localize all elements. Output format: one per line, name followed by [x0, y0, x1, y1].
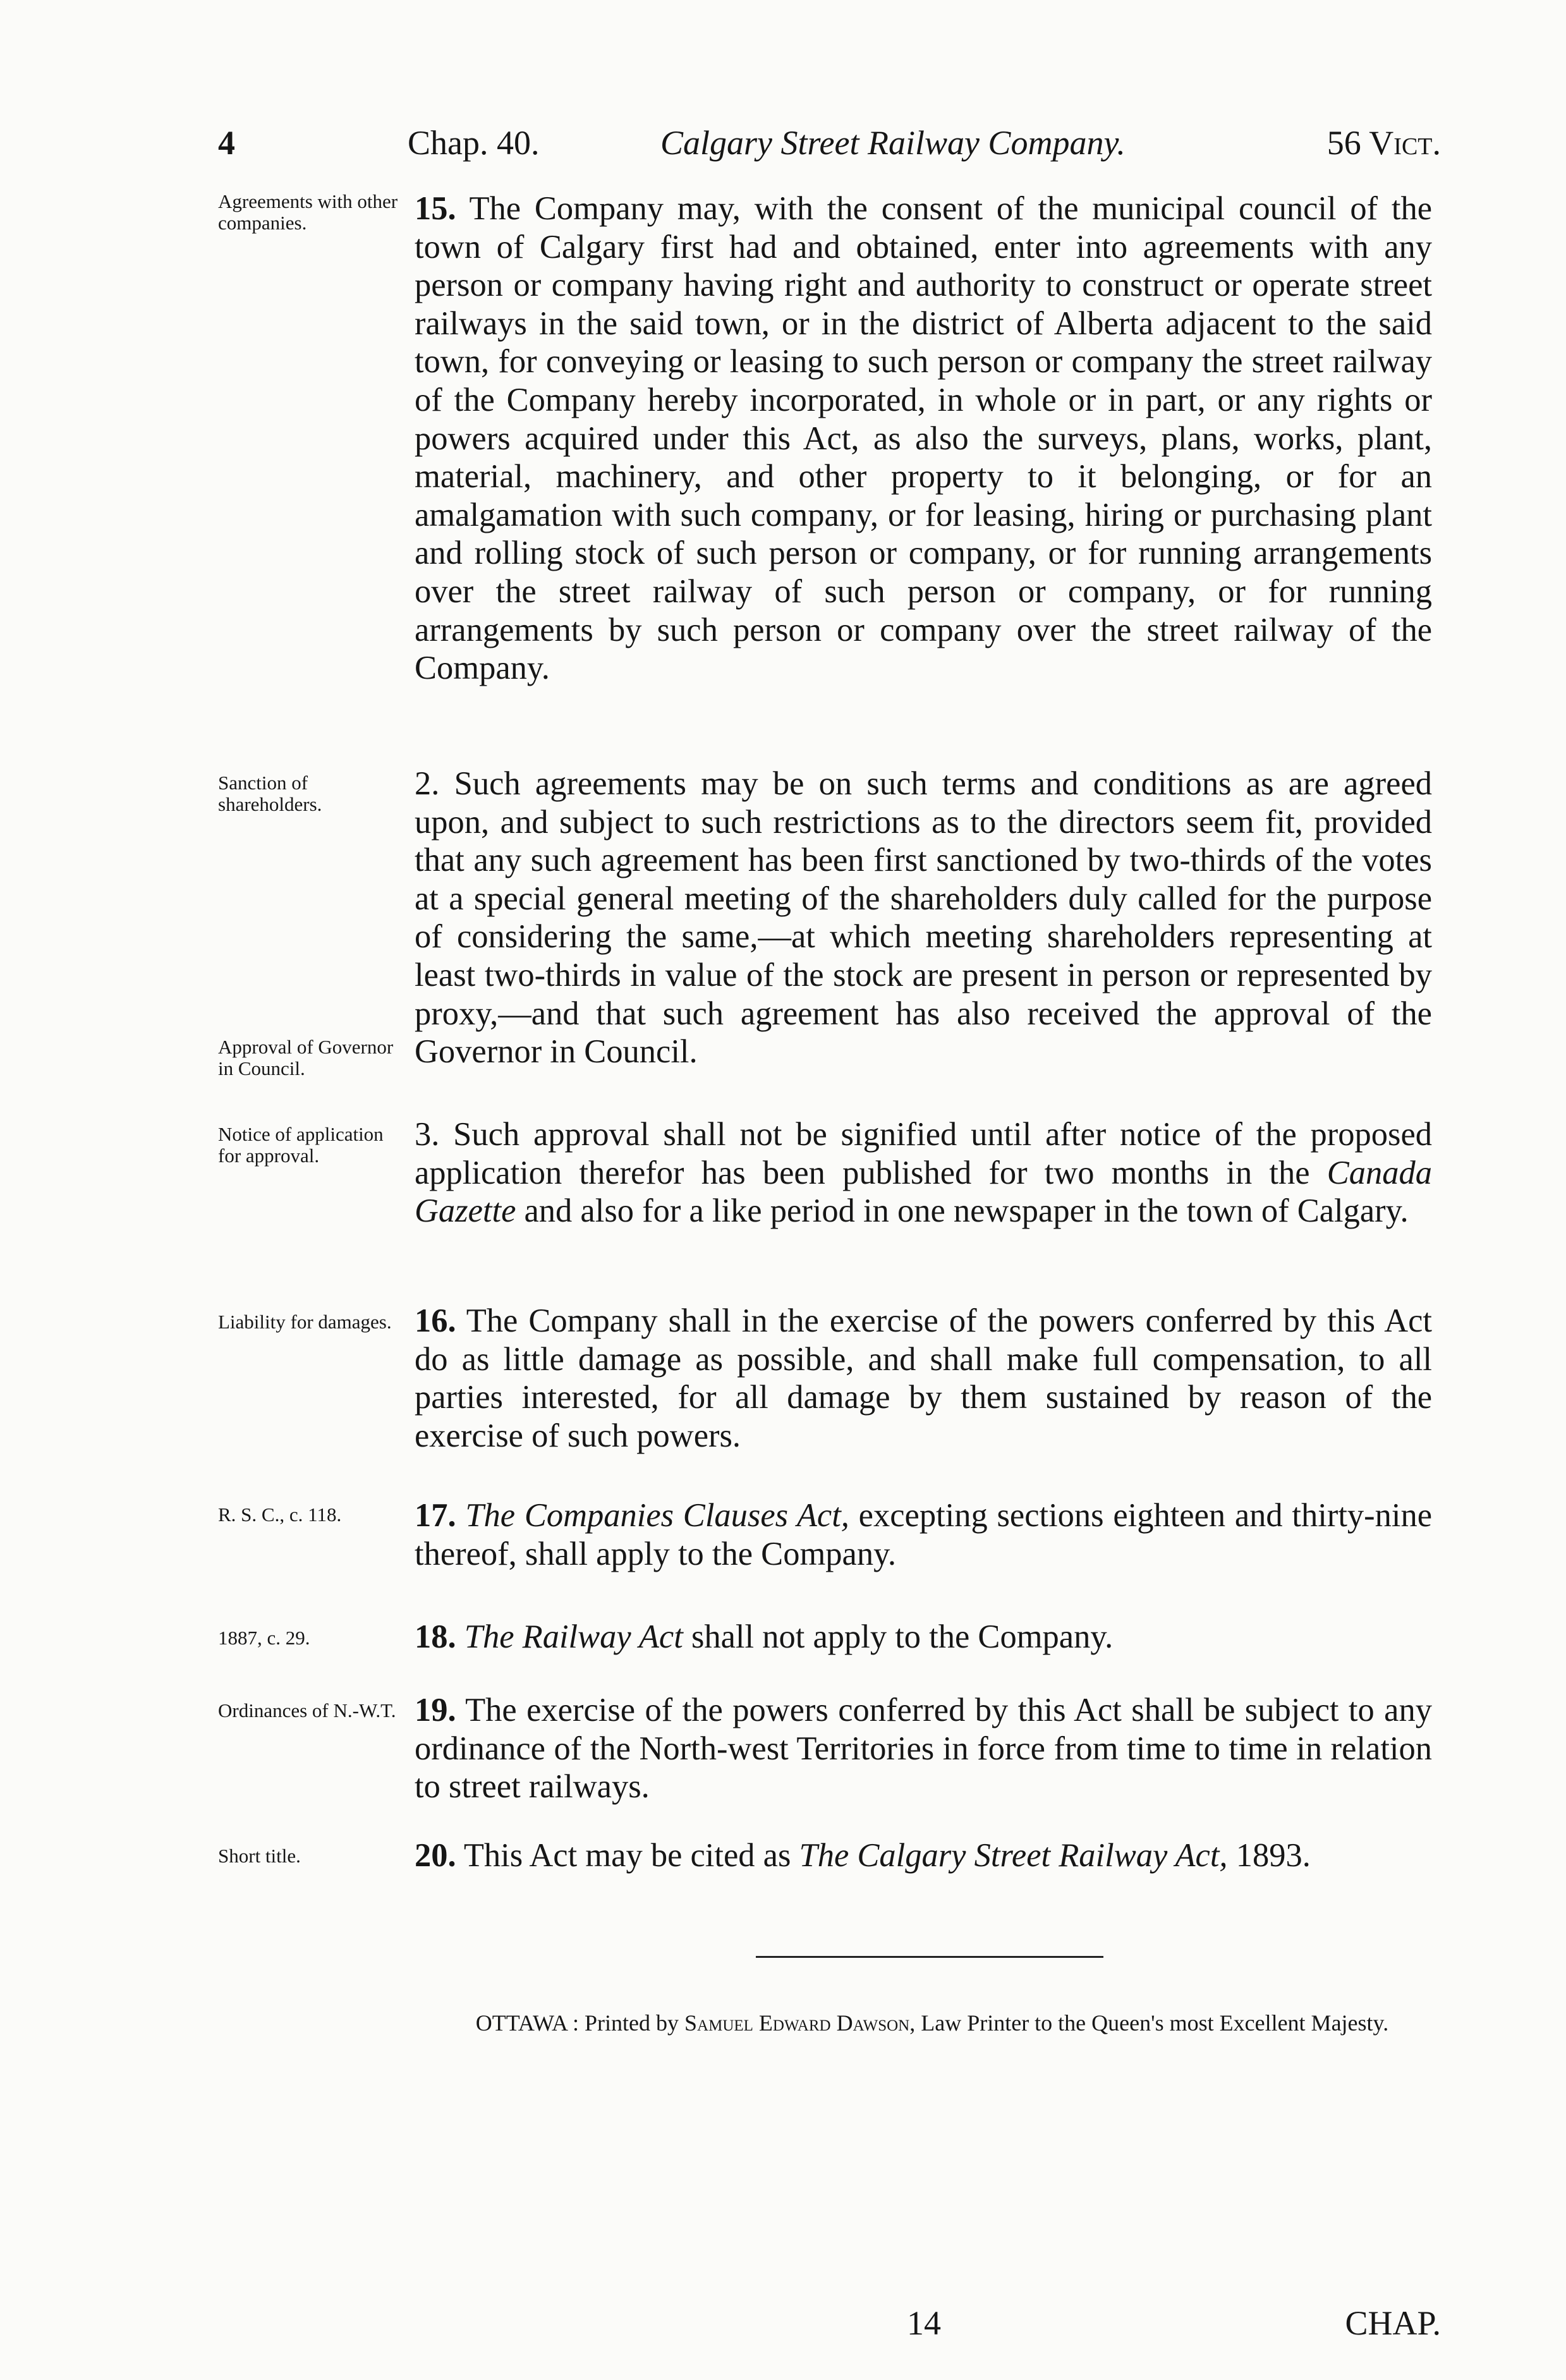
subsection-text: Such approval shall not be signified until after notice of the proposed application therefor has been published for two months in the [415, 1116, 1433, 1191]
gazette-title: Canada Gazette [415, 1154, 1432, 1230]
section-text: excepting sections eighteen and thirty-nine thereof, shall apply to the Company. [415, 1497, 1433, 1572]
section-text: This Act may be cited as [463, 1837, 791, 1874]
section-text-end: 1893. [1235, 1837, 1311, 1874]
section-15-subsection-3 [415, 1115, 1432, 1230]
catchword: CHAP. [1345, 2304, 1441, 2342]
section-19 [415, 1691, 1432, 1806]
imprint-place: OTTAWA : [475, 2010, 580, 2036]
section-15-subsection-2 [415, 765, 1432, 1071]
section-18 [415, 1618, 1432, 1656]
section-number: 18. [415, 1618, 456, 1655]
imprint-text: Printed by [585, 2010, 679, 2036]
running-title: Calgary Street Railway Company. [660, 124, 1126, 162]
margin-note-ordinances: Ordinances of N.-W.T. [218, 1699, 396, 1721]
subsection-number: 3. [415, 1116, 440, 1153]
section-number: 20. [415, 1837, 456, 1874]
subsection-text-end: and also for a like period in one newspaper in the town of Calgary. [524, 1193, 1409, 1230]
section-number: 16. [415, 1302, 456, 1339]
subsection-number: 2. [415, 765, 440, 802]
section-text: shall not apply to the Company. [691, 1618, 1114, 1655]
section-text: The Company may, with the consent of the municipal council of the town of Calgary first had and obtained, enter into agreements with any person or company having right and authority to construct or operate street railways in the said town, or in the district of Alberta adjacent to the said town, for conveying or leasing to such person or company the street railway of the Company hereby incorporated, in whole or in part, or any rights or powers acquired under this Act, as also the surveys, plans, works, plant, material, machinery, and other property to it belonging, or for an amalgamation with such company, or for leasing, hiring or purchasing plant and rolling stock of such person or company, or for running arrangements over the street railway of such person or company, or for running arrangements by such person or company over the street railway of the Company. [415, 190, 1432, 687]
section-text: The Company shall in the exercise of the powers conferred by this Act do as little damage as possible, and shall make full compensation, to all parties interested, for all damage by them sustained by reason of the exercise of such powers. [415, 1302, 1432, 1454]
section-16 [415, 1302, 1432, 1455]
subsection-text: Such agreements may be on such terms and conditions as are agreed upon, and subject to such restrictions as to the directors seem fit, provided that any such agreement has been first sanctioned by two-thirds of the votes at a special general meeting of the shareholders duly called for the purpose of considering the same,—at which meeting shareholders representing at least two-thirds in value of the stock are present in person or represented by proxy,—and that such agreement has also received the approval of the Governor in Council. [415, 765, 1433, 1071]
chapter-label: Chap. 40. [408, 124, 540, 162]
margin-note-approval: Approval of Governor in Council. [218, 1036, 394, 1079]
imprint-text-end: Law Printer to the Queen's most Excellent Majesty. [921, 2010, 1389, 2036]
printer-imprint [436, 2010, 1428, 2036]
divider-rule [756, 1956, 1103, 1958]
act-title: The Calgary Street Railway Act, [799, 1837, 1228, 1874]
act-title: The Railway Act [464, 1618, 683, 1655]
section-17 [415, 1497, 1432, 1573]
running-header [218, 123, 1441, 174]
section-number: 15. [415, 190, 456, 227]
section-text: The exercise of the powers conferred by this Act shall be subject to any ordinance of the North-west Territories in force from time to time in relation to street railways. [415, 1692, 1432, 1806]
signature-mark: 14 [907, 2304, 941, 2342]
section-number: 17. [415, 1497, 456, 1534]
margin-note-notice: Notice of application for approval. [218, 1123, 384, 1167]
margin-note-agreements: Agreements with other companies. [218, 190, 398, 234]
margin-note-1887: 1887, c. 29. [218, 1627, 310, 1649]
printer-name: Samuel Edward Dawson, [684, 2010, 916, 2036]
regnal-year: 56 Vict. [1326, 124, 1441, 162]
margin-note-liability: Liability for damages. [218, 1311, 392, 1333]
margin-note-short-title: Short title. [218, 1845, 301, 1867]
section-number: 19. [415, 1692, 456, 1728]
margin-note-rsc: R. S. C., c. 118. [218, 1503, 342, 1526]
act-title: The Companies Clauses Act, [465, 1497, 849, 1534]
margin-note-sanction: Sanction of shareholders. [218, 772, 322, 815]
page-number: 4 [218, 124, 235, 162]
section-20 [415, 1837, 1432, 1875]
section-15 [415, 190, 1432, 688]
